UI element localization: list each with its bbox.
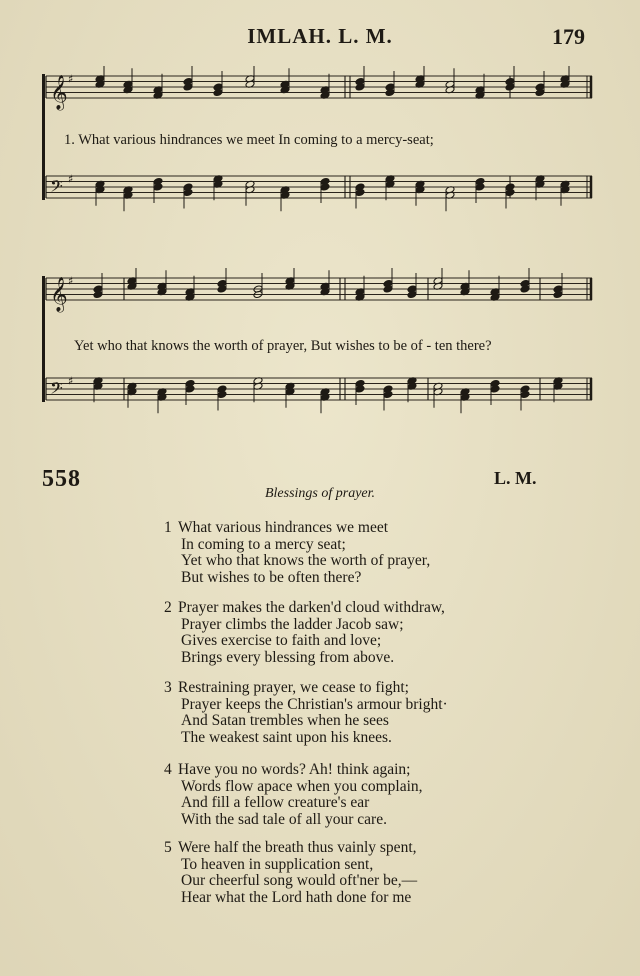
sharp-icon: ♯ — [68, 172, 74, 186]
stanza-line: 4 Have you no words? Ah! think again; — [164, 761, 411, 778]
stanza-line: And Satan trembles when he sees — [181, 712, 389, 729]
system-bracket — [42, 74, 45, 200]
stanza-line: Yet who that knows the worth of prayer, — [181, 552, 431, 569]
stanza-line: The weakest saint upon his knees. — [181, 728, 392, 746]
hymn-meter: L. M. — [494, 468, 537, 488]
stanza-line: Prayer climbs the ladder Jacob saw; — [181, 615, 404, 633]
sharp-icon: ♯ — [68, 274, 74, 288]
stanza-line: Hear what the Lord hath done for me — [181, 888, 412, 906]
stanza-line: But wishes to be often there? — [181, 568, 362, 586]
stanza-3 — [164, 680, 544, 746]
stanza-number: 5 — [164, 839, 172, 856]
stanza-number: 2 — [164, 599, 172, 616]
stanza-line: 3 Restraining prayer, we cease to fight; — [164, 679, 409, 696]
stanza-line: And fill a fellow creature's ear — [181, 794, 370, 811]
stanza-line: In coming to a mercy seat; — [181, 535, 346, 553]
bass-clef-icon: 𝄢 — [50, 378, 63, 402]
bass-clef-icon: 𝄢 — [50, 176, 63, 200]
stanza-number: 4 — [164, 761, 172, 778]
hymn-number: 558 — [42, 466, 81, 492]
treble-clef-icon: 𝄞 — [50, 75, 68, 110]
stanza-4 — [164, 762, 544, 828]
stanza-5 — [164, 840, 544, 906]
stanza-line: Our cheerful song would oft'ner be,— — [181, 872, 418, 889]
stanza-number: 1 — [164, 519, 172, 536]
sharp-icon: ♯ — [68, 72, 74, 86]
stanza-line: Prayer keeps the Christian's armour bright· — [181, 695, 448, 713]
stanza-number: 3 — [164, 679, 172, 696]
stanza-line: With the sad tale of all your care. — [181, 810, 387, 828]
stanza-line: Gives exercise to faith and love; — [181, 632, 382, 649]
stanza-line: 2 Prayer makes the darken'd cloud withdraw, — [164, 599, 445, 616]
stanza-line: 5 Were half the breath thus vainly spent, — [164, 839, 417, 856]
stanza-1 — [164, 520, 544, 586]
stanza-line: Brings every blessing from above. — [181, 648, 395, 666]
sharp-icon: ♯ — [68, 374, 74, 388]
stanza-2 — [164, 600, 544, 666]
system-bracket — [42, 276, 45, 402]
page-number: 179 — [552, 24, 585, 49]
lyric-line-2: Yet who that knows the worth of prayer, But wishes to be of - ten there? — [74, 338, 492, 354]
music-system-2 — [40, 268, 596, 418]
page-title: IMLAH. L. M. — [247, 24, 393, 48]
music-system-1 — [40, 66, 596, 212]
stanza-line: To heaven in supplication sent, — [181, 855, 374, 873]
stanza-line: 1 What various hindrances we meet — [164, 519, 389, 536]
hymn-subtitle: Blessings of prayer. — [264, 486, 376, 501]
stanza-line: Words flow apace when you complain, — [181, 777, 423, 795]
treble-clef-icon: 𝄞 — [50, 277, 68, 312]
lyric-line-1: 1. What various hindrances we meet In coming to a mercy-seat; — [64, 132, 434, 148]
